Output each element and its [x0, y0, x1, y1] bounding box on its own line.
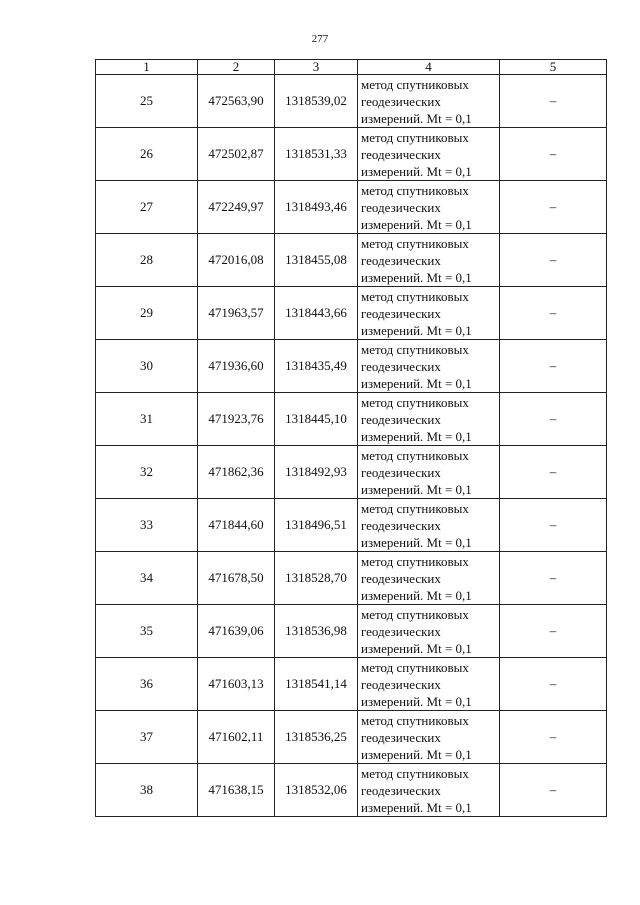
description-cell: –	[500, 75, 607, 128]
description-cell: –	[500, 499, 607, 552]
table-row	[96, 181, 607, 234]
x-coordinate-cell: 471963,57	[198, 287, 275, 340]
method-text-line: измерений. Mt = 0,1	[361, 428, 472, 444]
point-number-cell: 29	[96, 287, 198, 340]
method-text-line: метод спутниковых	[361, 76, 469, 92]
method-cell	[358, 340, 500, 393]
x-coordinate-cell: 471639,06	[198, 605, 275, 658]
header-col-4: 4	[358, 60, 500, 75]
table-row	[96, 499, 607, 552]
method-text-line: измерений. Mt = 0,1	[361, 799, 472, 815]
method-text-line: метод спутниковых	[361, 606, 469, 622]
method-cell	[358, 552, 500, 605]
method-cell	[358, 287, 500, 340]
description-cell: –	[500, 711, 607, 764]
header-col-3: 3	[275, 60, 358, 75]
table-row	[96, 711, 607, 764]
method-text-line: геодезических	[361, 146, 441, 162]
method-text-line: метод спутниковых	[361, 235, 469, 251]
point-number-cell: 38	[96, 764, 198, 817]
method-text-line: метод спутниковых	[361, 394, 469, 410]
method-text-line: метод спутниковых	[361, 447, 469, 463]
x-coordinate-cell: 472502,87	[198, 128, 275, 181]
point-number-cell: 37	[96, 711, 198, 764]
method-text-line: геодезических	[361, 93, 441, 109]
table-row	[96, 75, 607, 128]
method-cell	[358, 658, 500, 711]
x-coordinate-cell: 471678,50	[198, 552, 275, 605]
method-text-line: измерений. Mt = 0,1	[361, 481, 472, 497]
table-row	[96, 393, 607, 446]
table-row	[96, 658, 607, 711]
table-body	[96, 75, 607, 817]
table-row	[96, 128, 607, 181]
point-number-cell: 31	[96, 393, 198, 446]
method-text-line: измерений. Mt = 0,1	[361, 110, 472, 126]
description-cell: –	[500, 340, 607, 393]
method-cell	[358, 605, 500, 658]
method-cell	[358, 128, 500, 181]
point-number-cell: 32	[96, 446, 198, 499]
x-coordinate-cell: 472563,90	[198, 75, 275, 128]
method-cell	[358, 764, 500, 817]
y-coordinate-cell: 1318492,93	[275, 446, 358, 499]
y-coordinate-cell: 1318528,70	[275, 552, 358, 605]
y-coordinate-cell: 1318531,33	[275, 128, 358, 181]
method-text-line: метод спутниковых	[361, 765, 469, 781]
method-text-line: измерений. Mt = 0,1	[361, 587, 472, 603]
method-cell	[358, 446, 500, 499]
table-row	[96, 764, 607, 817]
method-cell	[358, 234, 500, 287]
method-text-line: геодезических	[361, 570, 441, 586]
table-row	[96, 605, 607, 658]
x-coordinate-cell: 471638,15	[198, 764, 275, 817]
table-row	[96, 287, 607, 340]
method-text-line: метод спутниковых	[361, 553, 469, 569]
method-text-line: геодезических	[361, 729, 441, 745]
method-text-line: измерений. Mt = 0,1	[361, 534, 472, 550]
x-coordinate-cell: 471603,13	[198, 658, 275, 711]
x-coordinate-cell: 471936,60	[198, 340, 275, 393]
y-coordinate-cell: 1318539,02	[275, 75, 358, 128]
method-text-line: метод спутниковых	[361, 182, 469, 198]
description-cell: –	[500, 605, 607, 658]
method-text-line: метод спутниковых	[361, 712, 469, 728]
method-cell	[358, 499, 500, 552]
point-number-cell: 30	[96, 340, 198, 393]
table-row	[96, 552, 607, 605]
method-text-line: геодезических	[361, 782, 441, 798]
x-coordinate-cell: 471844,60	[198, 499, 275, 552]
y-coordinate-cell: 1318536,25	[275, 711, 358, 764]
method-text-line: метод спутниковых	[361, 129, 469, 145]
method-text-line: геодезических	[361, 411, 441, 427]
method-text-line: измерений. Mt = 0,1	[361, 640, 472, 656]
method-text-line: метод спутниковых	[361, 341, 469, 357]
description-cell: –	[500, 181, 607, 234]
y-coordinate-cell: 1318435,49	[275, 340, 358, 393]
description-cell: –	[500, 393, 607, 446]
description-cell: –	[500, 446, 607, 499]
method-text-line: геодезических	[361, 358, 441, 374]
method-text-line: геодезических	[361, 676, 441, 692]
method-text-line: геодезических	[361, 252, 441, 268]
y-coordinate-cell: 1318455,08	[275, 234, 358, 287]
header-col-5: 5	[500, 60, 607, 75]
header-col-1: 1	[96, 60, 198, 75]
y-coordinate-cell: 1318532,06	[275, 764, 358, 817]
method-cell	[358, 75, 500, 128]
method-cell	[358, 181, 500, 234]
description-cell: –	[500, 552, 607, 605]
description-cell: –	[500, 128, 607, 181]
method-cell	[358, 711, 500, 764]
point-number-cell: 25	[96, 75, 198, 128]
y-coordinate-cell: 1318493,46	[275, 181, 358, 234]
method-text-line: измерений. Mt = 0,1	[361, 322, 472, 338]
point-number-cell: 27	[96, 181, 198, 234]
x-coordinate-cell: 472249,97	[198, 181, 275, 234]
point-number-cell: 36	[96, 658, 198, 711]
y-coordinate-cell: 1318496,51	[275, 499, 358, 552]
coordinates-table	[95, 59, 607, 817]
y-coordinate-cell: 1318541,14	[275, 658, 358, 711]
point-number-cell: 35	[96, 605, 198, 658]
method-text-line: метод спутниковых	[361, 659, 469, 675]
header-col-2: 2	[198, 60, 275, 75]
method-text-line: измерений. Mt = 0,1	[361, 693, 472, 709]
table-row	[96, 234, 607, 287]
method-text-line: измерений. Mt = 0,1	[361, 269, 472, 285]
point-number-cell: 26	[96, 128, 198, 181]
method-text-line: измерений. Mt = 0,1	[361, 163, 472, 179]
method-text-line: геодезических	[361, 517, 441, 533]
description-cell: –	[500, 234, 607, 287]
table-header-row	[96, 60, 607, 75]
x-coordinate-cell: 472016,08	[198, 234, 275, 287]
method-cell	[358, 393, 500, 446]
table-row	[96, 446, 607, 499]
method-text-line: геодезических	[361, 464, 441, 480]
method-text-line: измерений. Mt = 0,1	[361, 746, 472, 762]
x-coordinate-cell: 471862,36	[198, 446, 275, 499]
method-text-line: измерений. Mt = 0,1	[361, 375, 472, 391]
description-cell: –	[500, 287, 607, 340]
method-text-line: геодезических	[361, 199, 441, 215]
method-text-line: геодезических	[361, 305, 441, 321]
x-coordinate-cell: 471923,76	[198, 393, 275, 446]
y-coordinate-cell: 1318443,66	[275, 287, 358, 340]
x-coordinate-cell: 471602,11	[198, 711, 275, 764]
y-coordinate-cell: 1318536,98	[275, 605, 358, 658]
y-coordinate-cell: 1318445,10	[275, 393, 358, 446]
point-number-cell: 28	[96, 234, 198, 287]
method-text-line: метод спутниковых	[361, 500, 469, 516]
page-number: 277	[311, 33, 329, 45]
description-cell: –	[500, 658, 607, 711]
method-text-line: метод спутниковых	[361, 288, 469, 304]
point-number-cell: 34	[96, 552, 198, 605]
description-cell: –	[500, 764, 607, 817]
method-text-line: геодезических	[361, 623, 441, 639]
table-row	[96, 340, 607, 393]
method-text-line: измерений. Mt = 0,1	[361, 216, 472, 232]
point-number-cell: 33	[96, 499, 198, 552]
